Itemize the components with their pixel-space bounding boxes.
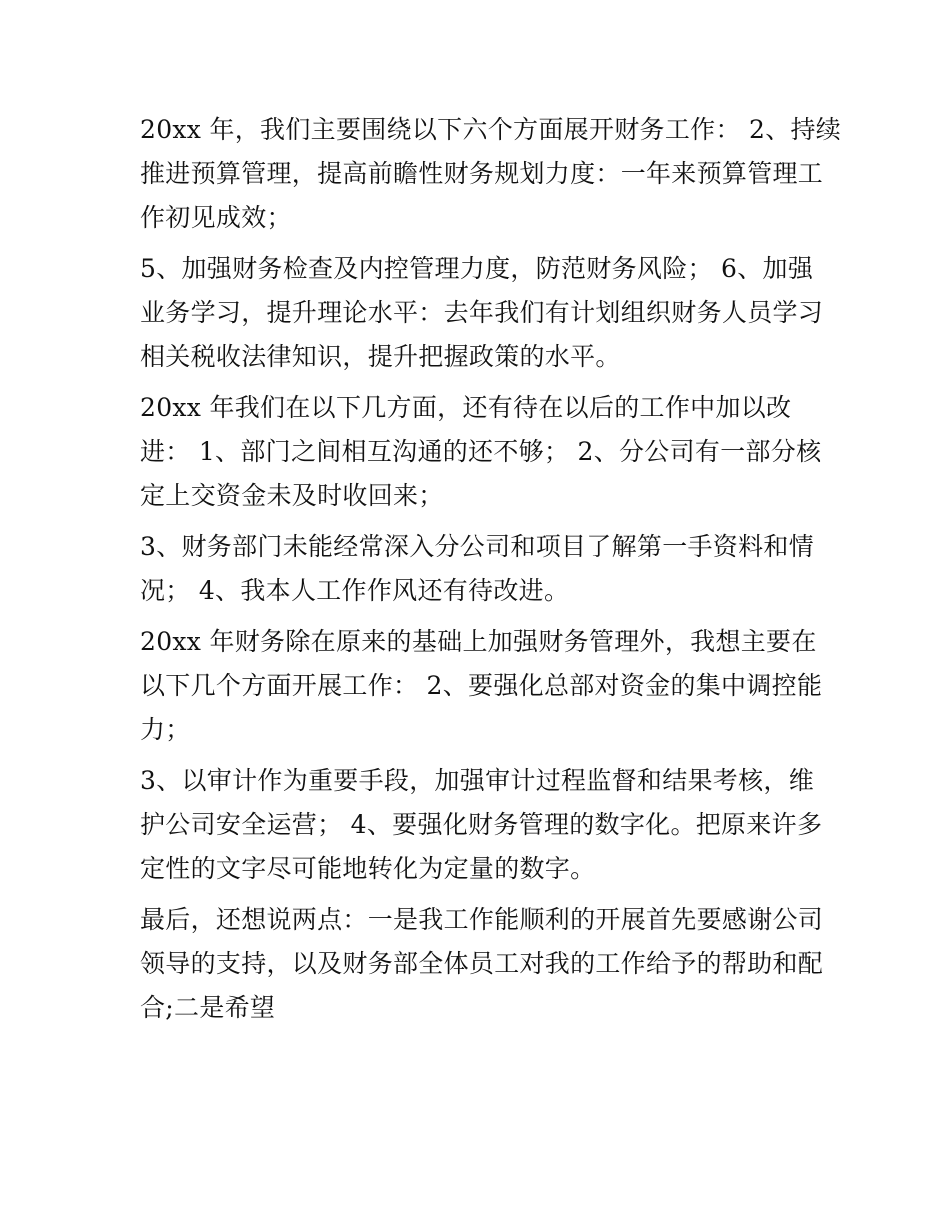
text-line: 定性的文字尽可能地转化为定量的数字。 [140, 854, 596, 883]
text-line: 3、以审计作为重要手段，加强审计过程监督和结果考核，维 [140, 766, 815, 795]
text-line: 20xx 年我们在以下几方面，还有待在以后的工作中加以改 [140, 393, 792, 422]
text-line: 领导的支持，以及财务部全体员工对我的工作给予的帮助和配 [140, 949, 824, 978]
text-line: 推进预算管理，提高前瞻性财务规划力度：一年来预算管理工 [140, 159, 824, 188]
document-body [140, 108, 842, 1037]
text-line: 进： 1、部门之间相互沟通的还不够； 2、分公司有一部分核 [140, 437, 822, 466]
text-line: 最后，还想说两点：一是我工作能顺利的开展首先要感谢公司 [140, 905, 824, 934]
text-line: 5、加强财务检查及内控管理力度，防范财务风险； 6、加强 [140, 254, 814, 283]
paragraph-4 [140, 525, 820, 613]
text-line: 况； 4、我本人工作作风还有待改进。 [140, 576, 570, 605]
paragraph-5 [140, 620, 823, 752]
text-line: 相关税收法律知识，提升把握政策的水平。 [140, 342, 621, 371]
text-line: 合;二是希望 [140, 993, 276, 1022]
text-line: 护公司安全运营； 4、要强化财务管理的数字化。把原来许多 [140, 810, 823, 839]
text-line: 以下几个方面开展工作： 2、要强化总部对资金的集中调控能 [140, 671, 823, 700]
text-line: 作初见成效； [140, 203, 292, 232]
text-line: 定上交资金未及时收回来； [140, 481, 444, 510]
paragraph-1 [140, 108, 842, 240]
text-line: 力； [140, 715, 191, 744]
paragraph-2 [140, 247, 824, 379]
text-line: 20xx 年，我们主要围绕以下六个方面展开财务工作： 2、持续 [140, 115, 842, 144]
text-line: 20xx 年财务除在原来的基础上加强财务管理外，我想主要在 [140, 627, 817, 656]
paragraph-7 [140, 898, 824, 1030]
text-line: 3、财务部门未能经常深入分公司和项目了解第一手资料和情 [140, 532, 815, 561]
paragraph-3 [140, 386, 820, 518]
paragraph-6 [140, 759, 823, 891]
text-line: 业务学习，提升理论水平：去年我们有计划组织财务人员学习 [140, 298, 824, 327]
